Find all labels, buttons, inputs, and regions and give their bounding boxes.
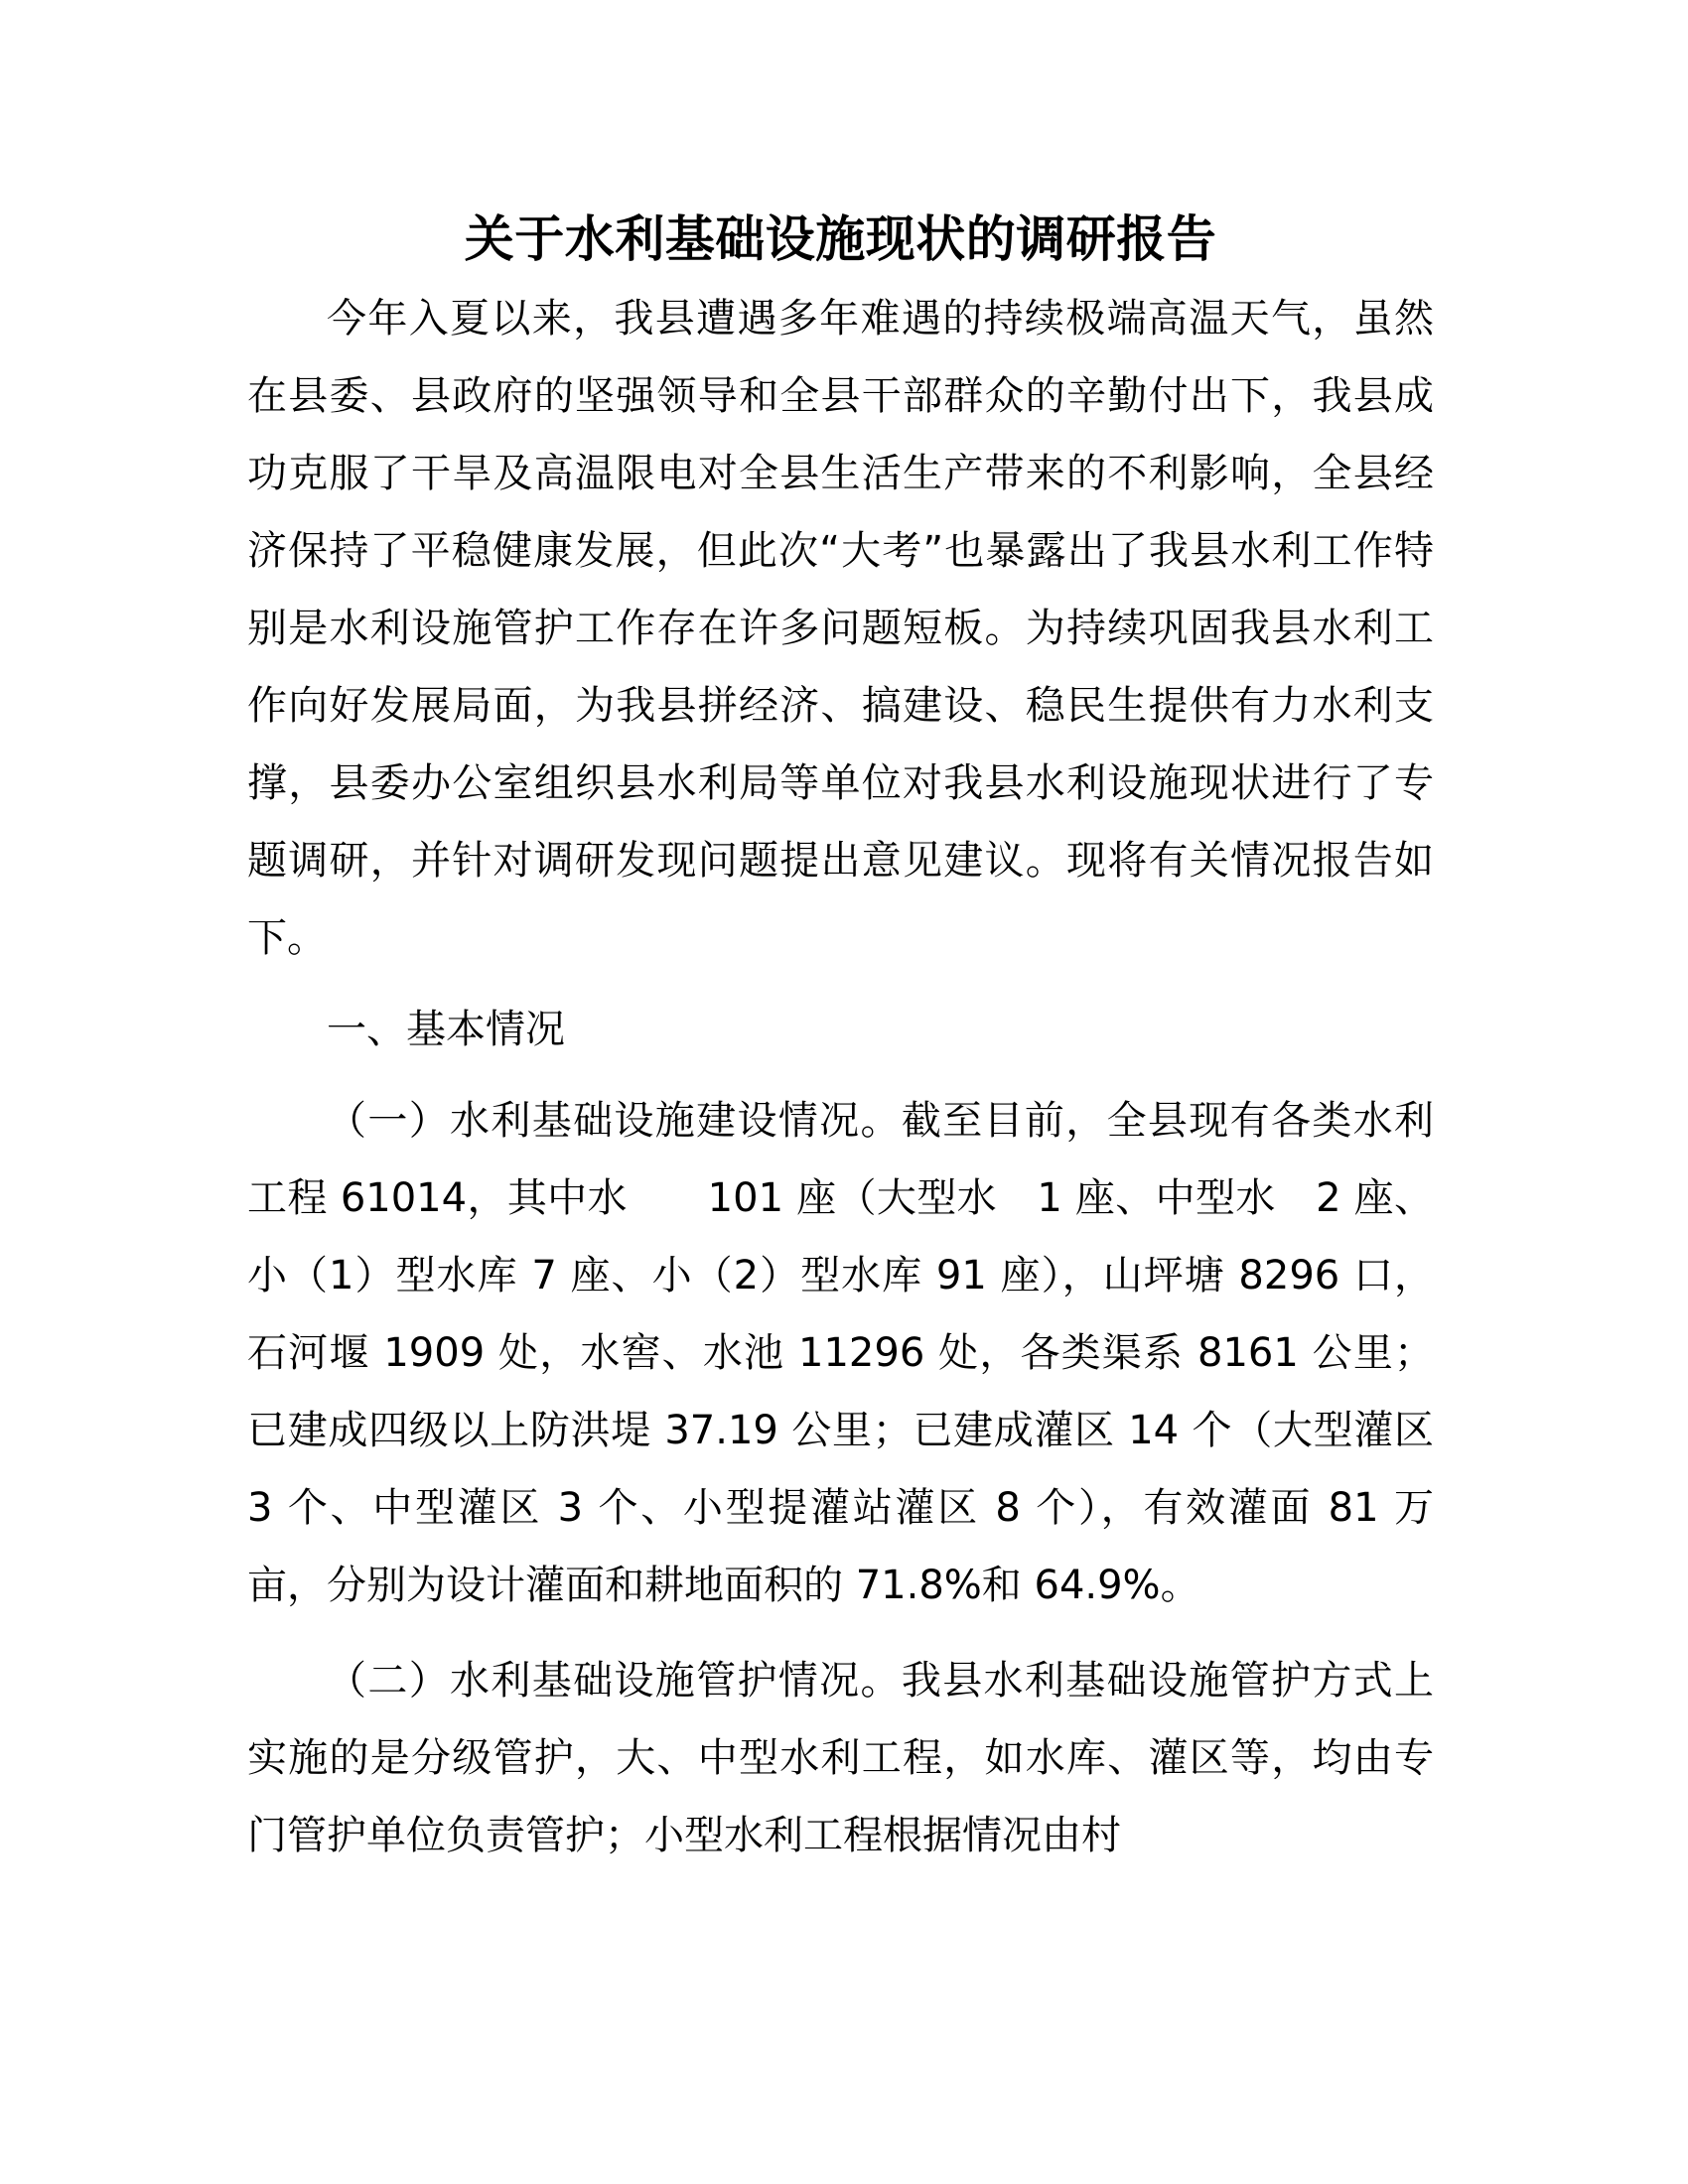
paragraph-infrastructure-management: （二）水利基础设施管护情况。我县水利基础设施管护方式上实施的是分级管护，大、中型水利工程，如水库、灌区等，均由专门管护单位负责管护；小型水利工程根据情况由村 xyxy=(247,1658,1434,1858)
spacer xyxy=(247,977,1434,991)
spacer xyxy=(247,1068,1434,1082)
intro-paragraph: 今年入夏以来，我县遭遇多年难遇的持续极端高温天气，虽然在县委、县政府的坚强领导和全县干部群众的辛勤付出下，我县成功克服了干旱及高温限电对全县生活生产带来的不利影响，全县经济保持了平稳健康发展，但此次“大考”也暴露出了我县水利工作特别是水利设施管护工作存在许多问题短板。为持续巩固我县水利工作向好发展局面，为我县拼经济、搞建设、稳民生提供有力水利支撑，县委办公室组织县水利局等单位对我县水利设施现状进行了专题调研，并针对调研发现问题提出意见建议。现将有关情况报告如下。 xyxy=(247,296,1434,961)
document-body xyxy=(247,199,1434,1874)
paragraph-infrastructure-construction: （一）水利基础设施建设情况。截至目前，全县现有各类水利工程 61014，其中水 101 座（大型水 1 座、中型水 2 座、小（1）型水库 7 座、小（2）型水库 91 座），山坪塘 8296 口，石河堰 1909 处，水窖、水池 11296 处，各类渠系 8161 公里；已建成四级以上防洪堤 37.19 公里；已建成灌区 14 个（大型灌区 3 个、中型灌区 3 个、小型提灌站灌区 8 个），有效灌面 81 万亩，分别为设计灌面和耕地面积的 71.8%和 64.9%。 xyxy=(247,1098,1434,1608)
document-title: 关于水利基础设施现状的调研报告 xyxy=(464,210,1217,268)
section-heading-basic-situation: 一、基本情况 xyxy=(327,1007,565,1052)
spacer xyxy=(247,1624,1434,1642)
